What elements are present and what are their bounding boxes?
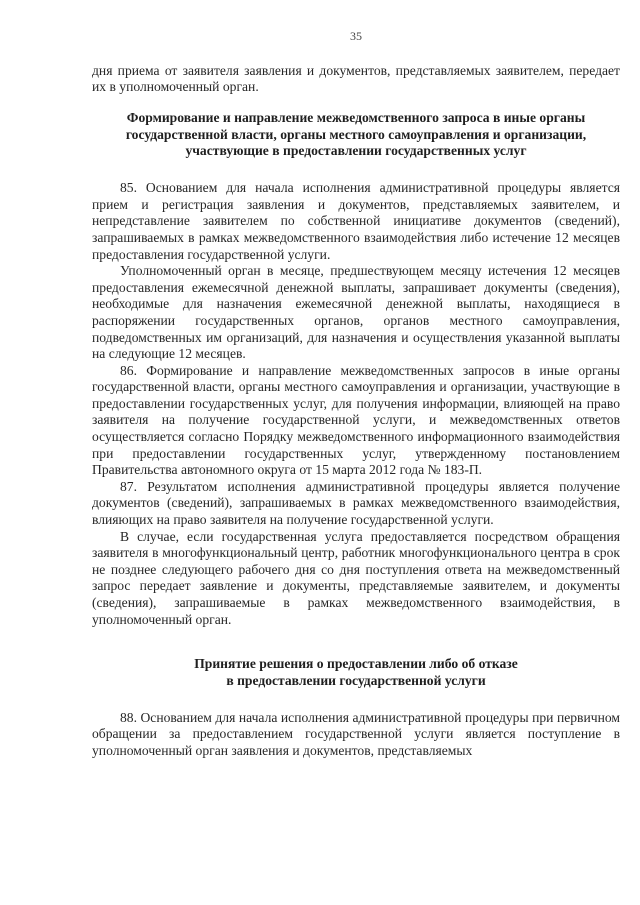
intro-paragraph: дня приема от заявителя заявления и документов, представляемых заявителем, передает их в уполномоченный орган. [92, 62, 620, 95]
heading-line: Принятие решения о предоставлении либо об отказе [194, 656, 518, 672]
paragraph-86: 86. Формирование и направление межведомственных запросов в иные органы государственной власти, органы местного самоуправления и организации, участвующие в предоставлении государственных услуг, для получения информации, влияющей на право заявителя на получение государственной услуги, и межведомственных ответов осуществляется согласно Порядку межведомственного информационного взаимодействия при предоставлении государственных услуг, утвержденному постановлением Правительства автономного округа от 15 марта 2012 года № 183-П. [92, 362, 620, 478]
section-heading-interagency-request [92, 110, 620, 160]
section-heading-decision [92, 656, 620, 690]
heading-line: участвующие в предоставлении государственных услуг [185, 143, 527, 159]
heading-line: Формирование и направление межведомственного запроса в иные органы [126, 109, 586, 125]
paragraph-mfc-case: В случае, если государственная услуга предоставляется посредством обращения заявителя в многофункциональный центр, работник многофункционального центра в срок не позднее следующего рабочего дня со дня поступления ответа на межведомственный запрос передает заявление и документы, представляемые заявителем, и документы (сведения), запрашиваемые в рамках межведомственного взаимодействия, в уполномоченный орган. [92, 528, 620, 627]
page-number: 35 [350, 29, 362, 43]
paragraph-88: 88. Основанием для начала исполнения административной процедуры при первичном обращении за предоставлением государственной услуги является поступление в уполномоченный орган заявления и документов, представляемых [92, 709, 620, 758]
paragraph-87: 87. Результатом исполнения административной процедуры является получение документов (сведений), запрашиваемых в рамках межведомственного взаимодействия, влияющих на право заявителя на получение государственной услуги. [92, 478, 620, 528]
heading-line: в предоставлении государственной услуги [226, 673, 486, 688]
paragraph-authorized-body: Уполномоченный орган в месяце, предшествующем месяцу истечения 12 месяцев предоставления ежемесячной денежной выплаты, запрашивает документы (сведения), необходимые для назначения ежемесячной денежной выплаты, находящиеся в распоряжении государственных органов, органов местного самоуправления, подведомственных им организаций, для назначения и осуществления указанной выплаты на следующие 12 месяцев. [92, 263, 620, 362]
heading-line: государственной власти, органы местного самоуправления и организации, [125, 126, 587, 142]
paragraph-85: 85. Основанием для начала исполнения административной процедуры является прием и регистрация заявления и документов, представляемых заявителем, и непредставление заявителем по собственной инициативе документов (сведений), запрашиваемых в рамках межведомственного взаимодействия либо истечение 12 месяцев предоставления государственной услуги. [92, 180, 620, 262]
